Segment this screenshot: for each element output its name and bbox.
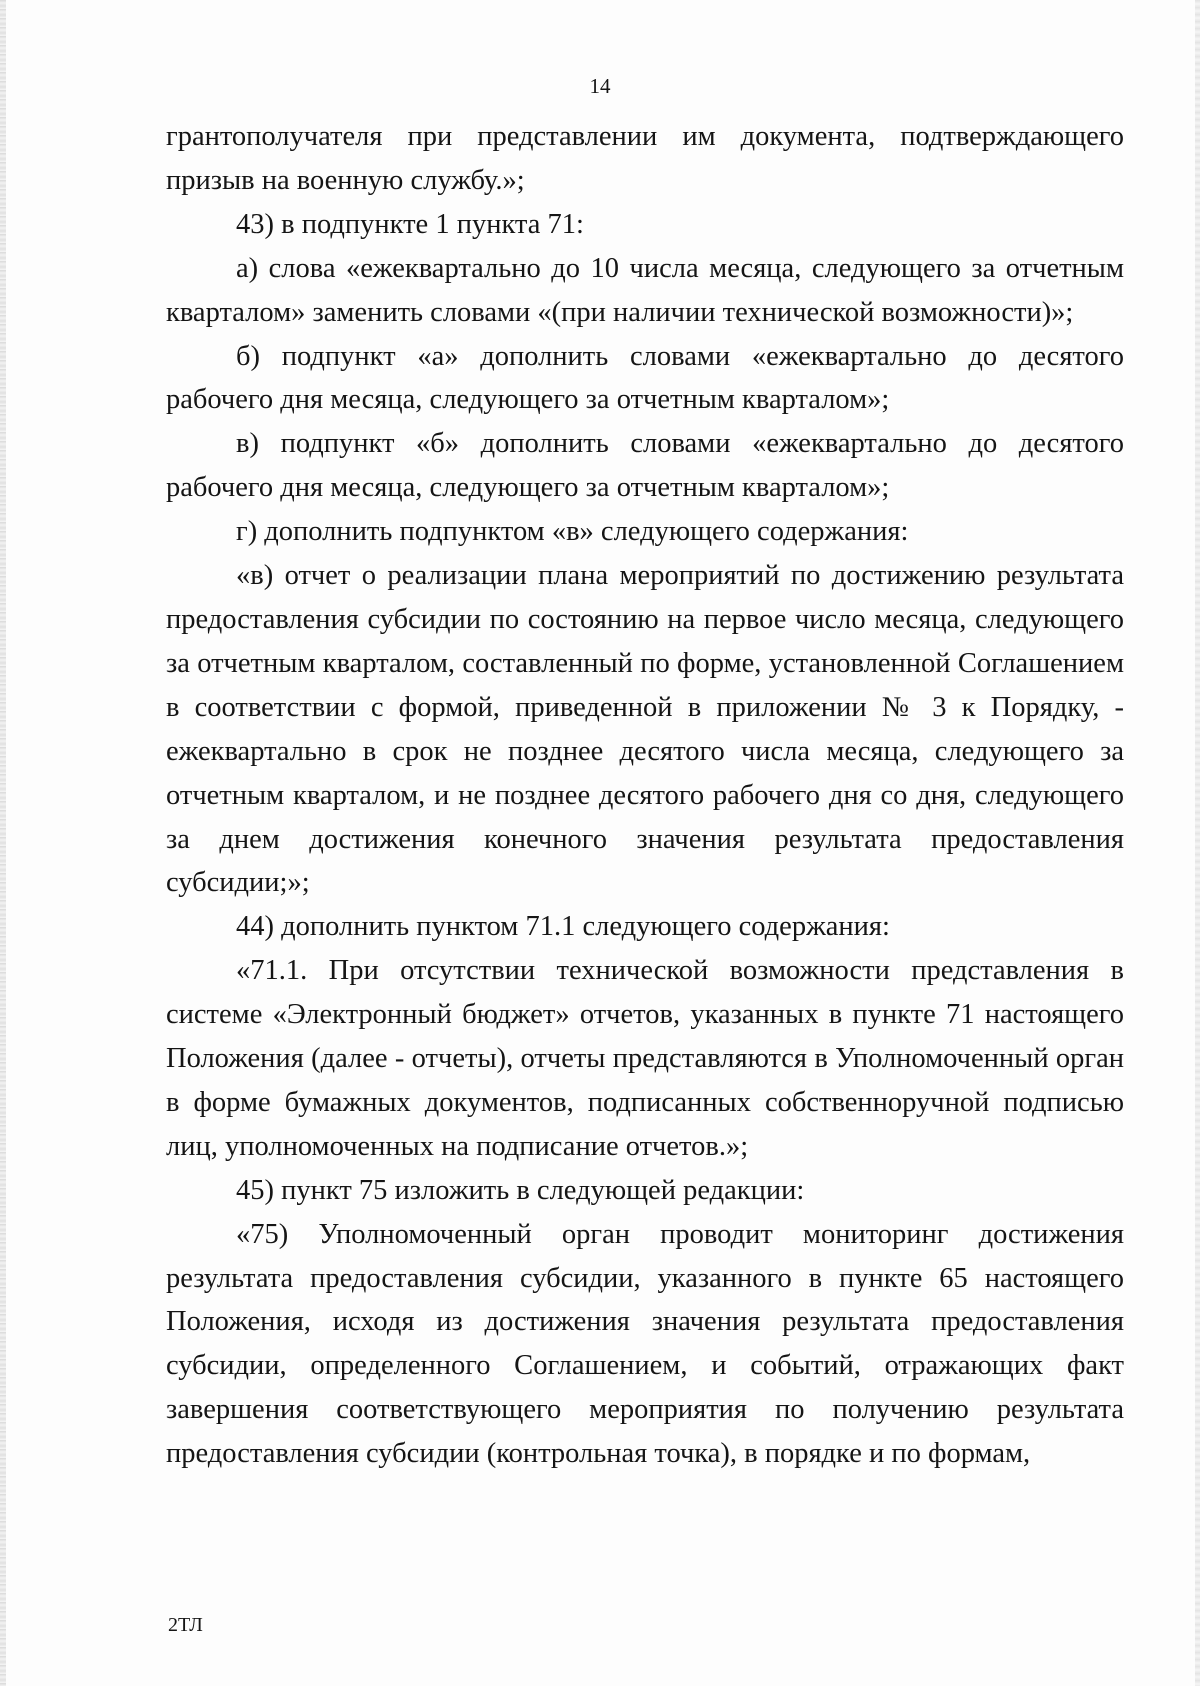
paragraph-subitem-g: г) дополнить подпунктом «в» следующего содержания: bbox=[236, 516, 909, 548]
scan-edge-left bbox=[0, 0, 6, 1686]
paragraph-subitem-a: а) слова «ежеквартально до 10 числа месяца, следующего за отчетным кварталом» заменить словами «(при наличии технической возможности)»; bbox=[166, 252, 1124, 328]
paragraph-continuation: грантополучателя при представлении им документа, подтверждающего призыв на военную службу.»; bbox=[166, 121, 1124, 196]
document-body bbox=[166, 115, 1124, 1476]
scan-edge-right bbox=[1195, 0, 1200, 1686]
paragraph-item-43: 43) в подпункте 1 пункта 71: bbox=[236, 208, 584, 240]
paragraph-quote-75: «75) Уполномоченный орган проводит мониторинг достижения результата предоставления субсидии, указанного в пункте 65 настоящего Положения, исходя из достижения значения результата предоставления субсидии, определенного Соглашением, и событий, отражающих факт завершения соответствующего мероприятия по получению результата предоставления субсидии (контрольная точка), в порядке и по формам, bbox=[166, 1218, 1124, 1470]
paragraph-quote-v: «в) отчет о реализации плана мероприятий по достижению результата предоставления субсидии по состоянию на первое число месяца, следующего за отчетным кварталом, составленный по форме, установленной Соглашением в соответствии с формой, приведенной в приложении № 3 к Порядку, - ежеквартально в срок не позднее десятого числа месяца, следующего за отчетным кварталом, и не позднее десятого рабочего дня со дня, следующего за днем достижения конечного значения результата предоставления субсидии;»; bbox=[166, 560, 1124, 899]
paragraph-subitem-v: в) подпункт «б» дополнить словами «ежеквартально до десятого рабочего дня месяца, следующего за отчетным кварталом»; bbox=[166, 428, 1124, 504]
footer-code: 2ТЛ bbox=[168, 1614, 203, 1636]
paragraph-quote-71-1: «71.1. При отсутствии технической возможности представления в системе «Электронный бюджет» отчетов, указанных в пункте 71 настоящего Положения (далее - отчеты), отчеты представляются в Уполномоченный орган в форме бумажных документов, подписанных собственноручной подписью лиц, уполномоченных на подписание отчетов.»; bbox=[166, 955, 1124, 1162]
page-number: 14 bbox=[589, 74, 611, 98]
paragraph-item-45: 45) пункт 75 изложить в следующей редакции: bbox=[236, 1174, 805, 1206]
paragraph-subitem-b: б) подпункт «а» дополнить словами «ежеквартально до десятого рабочего дня месяца, следующего за отчетным кварталом»; bbox=[166, 340, 1124, 416]
paragraph-item-44: 44) дополнить пунктом 71.1 следующего содержания: bbox=[236, 911, 890, 943]
